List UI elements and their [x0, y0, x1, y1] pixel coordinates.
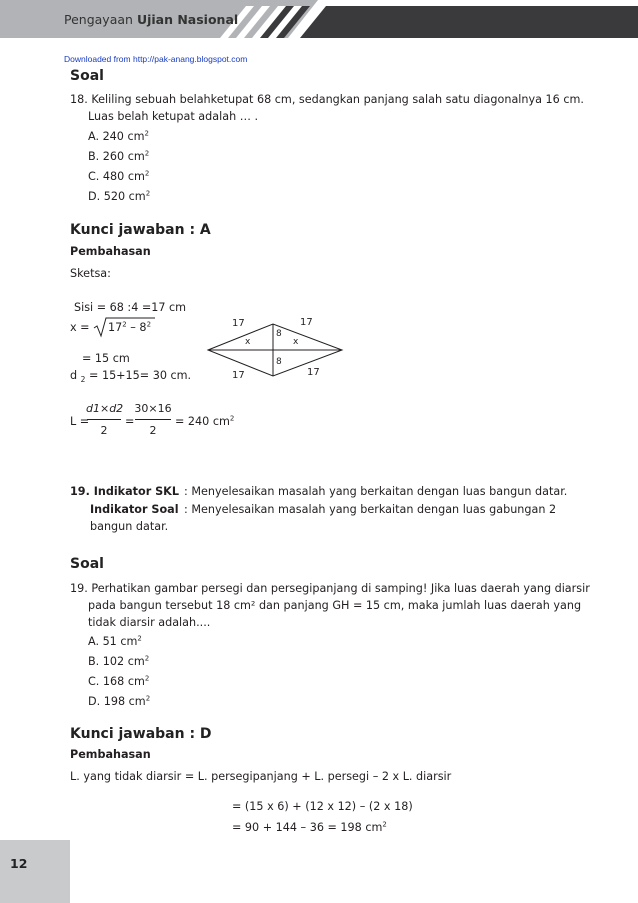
q18-option-c: [88, 170, 149, 183]
option-sup: 2: [137, 634, 142, 643]
q19-indikator-soal-text2: bangun datar.: [90, 520, 169, 533]
q18-sketsa: Sketsa:: [70, 267, 111, 280]
diagram-label-tl: 17: [232, 318, 245, 329]
L-result-sup: 2: [229, 414, 235, 423]
frac-line-1: [87, 419, 121, 420]
option-sup: 2: [144, 149, 150, 158]
option-label: B. 260 cm: [88, 150, 145, 163]
diagram-x-right: x: [293, 337, 299, 347]
q19-line3: tidak diarsir adalah....: [88, 616, 211, 629]
sqrt-content: [108, 321, 151, 334]
q19-indikator-soal-text: : Menyelesaikan masalah yang berkaitan dengan luas gabungan 2: [184, 503, 557, 516]
q19-heading: Soal: [70, 556, 104, 572]
q19-indikator-skl-label: 19. Indikator SKL: [70, 485, 179, 498]
q19-indikator-skl-text: : Menyelesaikan masalah yang berkaitan dengan luas bangun datar.: [184, 485, 568, 498]
option-sup: 2: [144, 674, 150, 683]
d-rest: = 15+15= 30 cm.: [89, 369, 192, 382]
q18-answer: Kunci jawaban : A: [70, 222, 211, 238]
q18-option-a: [88, 130, 149, 143]
option-sup: 2: [144, 169, 150, 178]
q18-line2: Luas belah ketupat adalah … .: [88, 110, 259, 123]
q19-formula: L. yang tidak diarsir = L. persegipanjang + L. persegi – 2 x L. diarsir: [70, 770, 452, 783]
q18-x-result: = 15 cm: [82, 352, 130, 365]
diagram-label-br: 17: [307, 367, 320, 378]
q19-option-b: [88, 655, 149, 668]
diagram-label-bl: 17: [232, 370, 245, 381]
q19-step1: = (15 x 6) + (12 x 12) – (2 x 18): [232, 800, 413, 813]
page-number: 12: [10, 856, 28, 871]
q18-pembahasan: Pembahasan: [70, 245, 151, 258]
q19-line1: 19. Perhatikan gambar persegi dan persegipanjang di samping! Jika luas daerah yang diarsir: [70, 582, 590, 595]
q18-heading: Soal: [70, 68, 104, 84]
sqrt-mid: – 8: [130, 321, 147, 334]
option-label: B. 102 cm: [88, 655, 145, 668]
q18-x-lhs: x =: [70, 321, 90, 334]
step2-sup: 2: [382, 820, 387, 829]
d-prefix: d: [70, 369, 78, 382]
diagram-x-left: x: [245, 337, 251, 347]
option-label: C. 168 cm: [88, 675, 145, 688]
option-label: A. 240 cm: [88, 130, 145, 143]
L-den2: 2: [149, 424, 157, 437]
page-number-box: [0, 840, 70, 903]
q19-indikator-soal-label: Indikator Soal: [90, 503, 179, 516]
q19-answer: Kunci jawaban : D: [70, 726, 212, 742]
header-title-bold: Ujian Nasional: [136, 12, 239, 27]
q19-step2: [232, 821, 387, 834]
diagram-half-top: 8: [276, 329, 282, 339]
L-eq: =: [125, 415, 135, 428]
option-label: D. 520 cm: [88, 190, 146, 203]
q19-option-c: [88, 675, 149, 688]
q18-sisi: Sisi = 68 :4 =17 cm: [74, 301, 187, 314]
q19-option-d: [88, 695, 150, 708]
option-sup: 2: [144, 654, 150, 663]
frac-line-2: [135, 419, 171, 420]
d-sub: 2: [80, 375, 86, 385]
L-num1: d1×d2: [86, 402, 124, 415]
q18-line1: 18. Keliling sebuah belahketupat 68 cm, sedangkan panjang salah satu diagonalnya 16 cm.: [70, 93, 584, 106]
q19-line2: pada bangun tersebut 18 cm² dan panjang GH = 15 cm, maka jumlah luas daerah yang: [88, 599, 582, 612]
L-lhs: L =: [70, 415, 90, 428]
download-link[interactable]: Downloaded from http://pak-anang.blogspot.com: [64, 54, 248, 64]
L-num2: 30×16: [134, 402, 172, 415]
sqrt-a: 17: [108, 321, 123, 334]
sqrt-b-sup: 2: [146, 320, 152, 329]
q19-pembahasan: Pembahasan: [70, 748, 151, 761]
header-title: [64, 12, 238, 27]
q18-option-d: [88, 190, 150, 203]
option-sup: 2: [145, 189, 151, 198]
step2-text: = 90 + 144 – 36 = 198 cm: [232, 821, 383, 834]
q18-option-b: [88, 150, 149, 163]
option-label: A. 51 cm: [88, 635, 138, 648]
diagram-label-tr: 17: [300, 317, 313, 328]
rhombus-diagram: [200, 318, 350, 384]
L-den1: 2: [100, 424, 108, 437]
q19-option-a: [88, 635, 142, 648]
diagram-half-bottom: 8: [276, 357, 282, 367]
L-result-text: = 240 cm: [175, 415, 230, 428]
q18-d2: [70, 369, 192, 385]
L-result: [175, 415, 234, 428]
option-sup: 2: [144, 129, 149, 138]
sqrt-a-sup: 2: [122, 320, 127, 329]
option-label: C. 480 cm: [88, 170, 145, 183]
option-label: D. 198 cm: [88, 695, 146, 708]
header-prefix: Pengayaan: [64, 12, 133, 27]
option-sup: 2: [145, 694, 151, 703]
